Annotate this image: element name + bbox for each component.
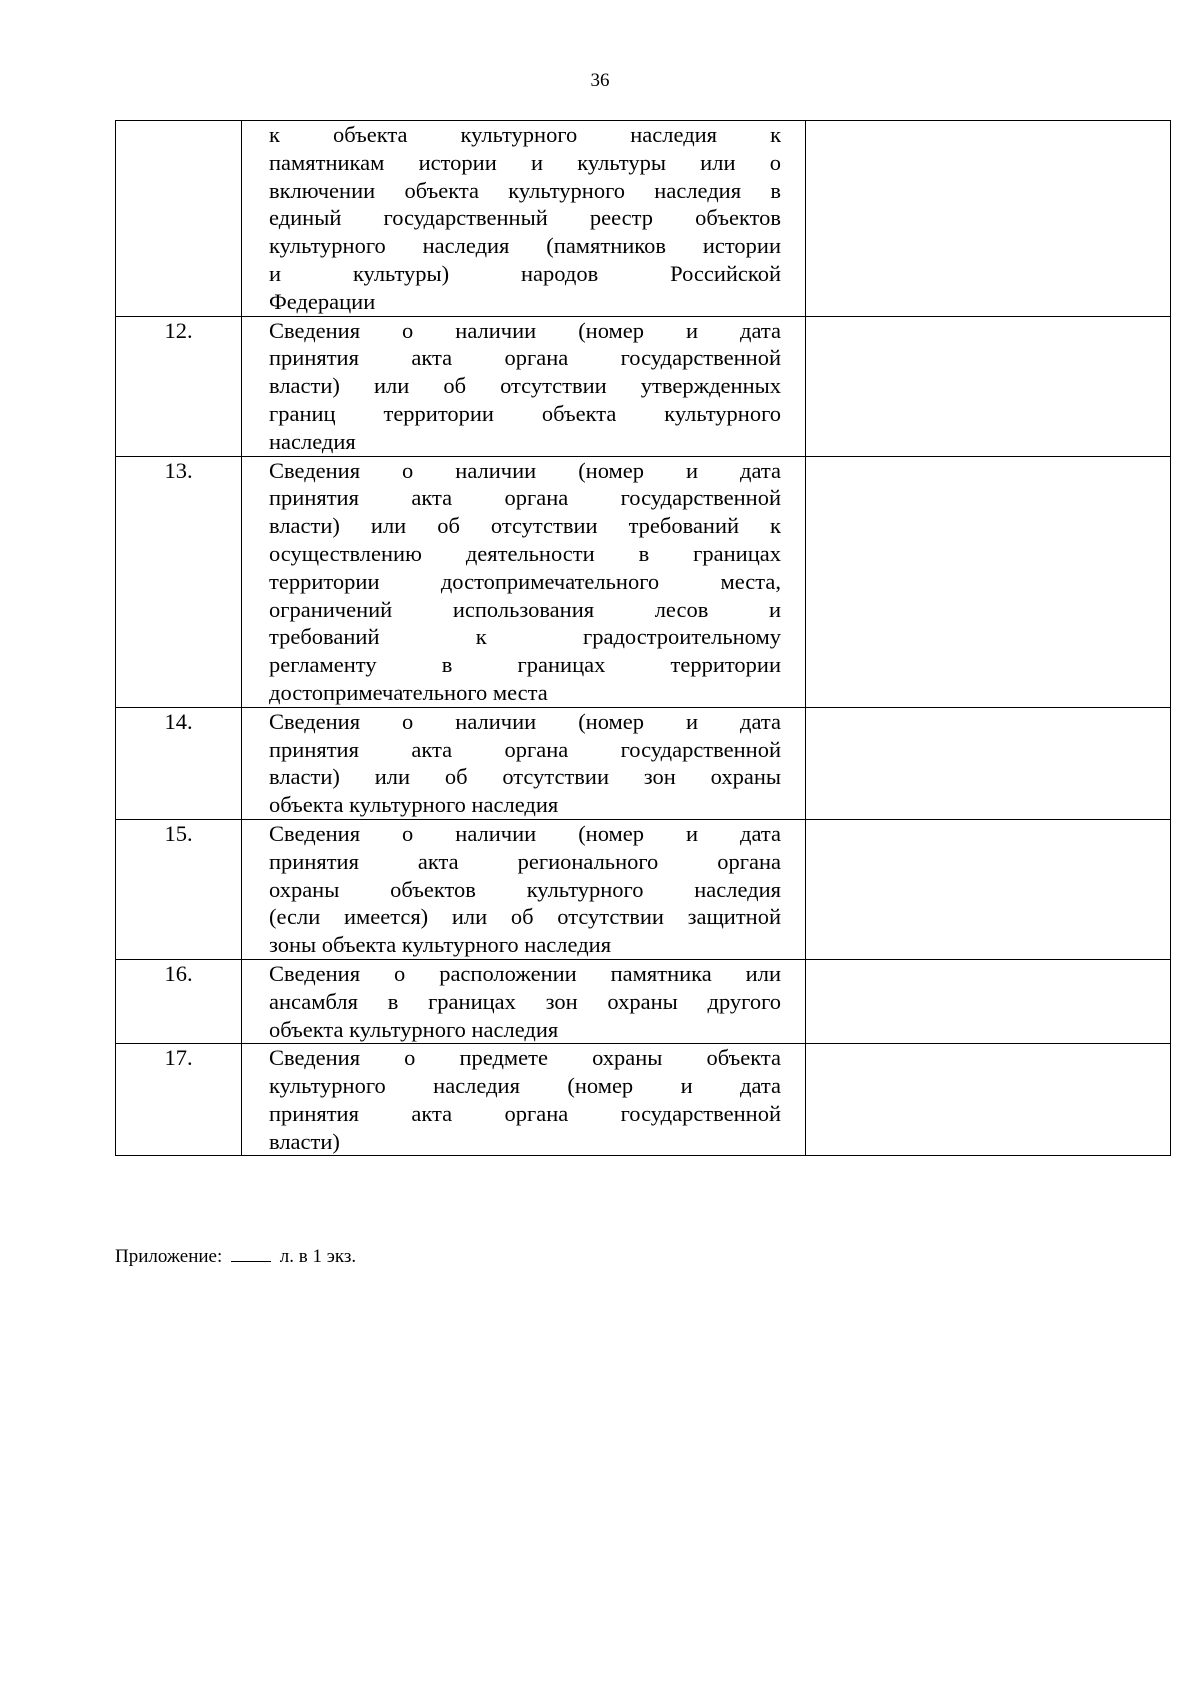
table-row [116, 819, 1171, 959]
row-value-cell[interactable] [806, 819, 1171, 959]
table-row [116, 121, 1171, 317]
page-number: 36 [590, 70, 610, 91]
table-row [116, 959, 1171, 1043]
row-description-line: Сведения о расположении памятника или [269, 960, 781, 986]
row-description-line: власти) или об отсутствии требований к [269, 513, 781, 539]
attachment-note [115, 1246, 356, 1268]
row-description-line: объекта культурного наследия [269, 1016, 559, 1042]
row-description-line: Сведения о наличии (номер и дата [269, 457, 781, 483]
row-number: 12. [164, 317, 193, 343]
row-description-line: к объекта культурного наследия к [269, 122, 781, 147]
row-description-line: объекта культурного наследия [269, 792, 559, 818]
row-number-cell [116, 819, 242, 959]
row-value-cell[interactable] [806, 959, 1171, 1043]
row-description-line: регламенту в границах территории [269, 652, 781, 678]
row-number-cell [116, 121, 242, 317]
table-row [116, 316, 1171, 456]
row-number: 15. [164, 820, 193, 846]
row-description-line: ограничений использования лесов и [269, 596, 781, 622]
row-description-line: власти) или об отсутствии утвержденных [269, 373, 781, 399]
row-description-line: принятия акта органа государственной [269, 736, 781, 762]
table-row [116, 707, 1171, 819]
table-row [116, 456, 1171, 707]
row-number: 16. [164, 960, 193, 986]
row-description-line: Федерации [269, 288, 376, 314]
row-number-cell [116, 316, 242, 456]
row-description-line: принятия акта органа государственной [269, 345, 781, 371]
row-description-cell [242, 121, 806, 317]
row-description-line: требований к градостроительному [269, 624, 781, 650]
row-number-cell [116, 707, 242, 819]
row-description-line: Сведения о наличии (номер и дата [269, 317, 781, 343]
row-number-cell [116, 959, 242, 1043]
row-value-cell[interactable] [806, 121, 1171, 317]
row-description-line: достопримечательного места [269, 679, 548, 705]
row-description-line: осуществлению деятельности в границах [269, 540, 781, 566]
row-description-line: зоны объекта культурного наследия [269, 932, 612, 958]
row-value-cell[interactable] [806, 456, 1171, 707]
row-description-line: принятия акта органа государственной [269, 1100, 781, 1126]
row-description-line: Сведения о предмете охраны объекта [269, 1045, 781, 1071]
row-description-line: наследия [269, 428, 356, 454]
row-description-cell [242, 959, 806, 1043]
attachment-label: Приложение: [115, 1246, 223, 1267]
attachment-suffix: л. в 1 экз. [279, 1246, 357, 1267]
row-description-cell [242, 316, 806, 456]
row-number: 14. [164, 708, 193, 734]
row-value-cell[interactable] [806, 316, 1171, 456]
row-description-line: культурного наследия (номер и дата [269, 1073, 781, 1099]
table-body [116, 121, 1171, 1156]
attachment-sheets-blank [231, 1246, 271, 1262]
row-description-line: границ территории объекта культурного [269, 400, 781, 426]
row-description-line: культурного наследия (памятников истории [269, 233, 781, 259]
row-description-cell [242, 707, 806, 819]
row-description-line: и культуры) народов Российской [269, 260, 781, 286]
row-description-line: принятия акта органа государственной [269, 485, 781, 511]
row-description-line: власти) [269, 1128, 340, 1154]
row-description-cell [242, 456, 806, 707]
row-description-cell [242, 1044, 806, 1156]
row-description-line: охраны объектов культурного наследия [269, 876, 781, 902]
row-description-line: власти) или об отсутствии зон охраны [269, 764, 781, 790]
row-description-line: ансамбля в границах зон охраны другого [269, 988, 781, 1014]
requirements-table [115, 120, 1171, 1156]
row-description-line: территории достопримечательного места, [269, 568, 781, 594]
row-description-line: включении объекта культурного наследия в [269, 177, 781, 203]
row-number: 13. [164, 457, 193, 483]
row-number: 17. [164, 1045, 193, 1071]
table-row [116, 1044, 1171, 1156]
row-description-line: Сведения о наличии (номер и дата [269, 820, 781, 846]
row-description-line: памятникам истории и культуры или о [269, 149, 781, 175]
row-number-cell [116, 456, 242, 707]
row-description-line: Сведения о наличии (номер и дата [269, 708, 781, 734]
row-description-line: принятия акта регионального органа [269, 848, 781, 874]
row-number-cell [116, 1044, 242, 1156]
row-value-cell[interactable] [806, 707, 1171, 819]
row-description-line: единый государственный реестр объектов [269, 205, 781, 231]
row-value-cell[interactable] [806, 1044, 1171, 1156]
row-description-cell [242, 819, 806, 959]
row-description-line: (если имеется) или об отсутствии защитной [269, 904, 781, 930]
